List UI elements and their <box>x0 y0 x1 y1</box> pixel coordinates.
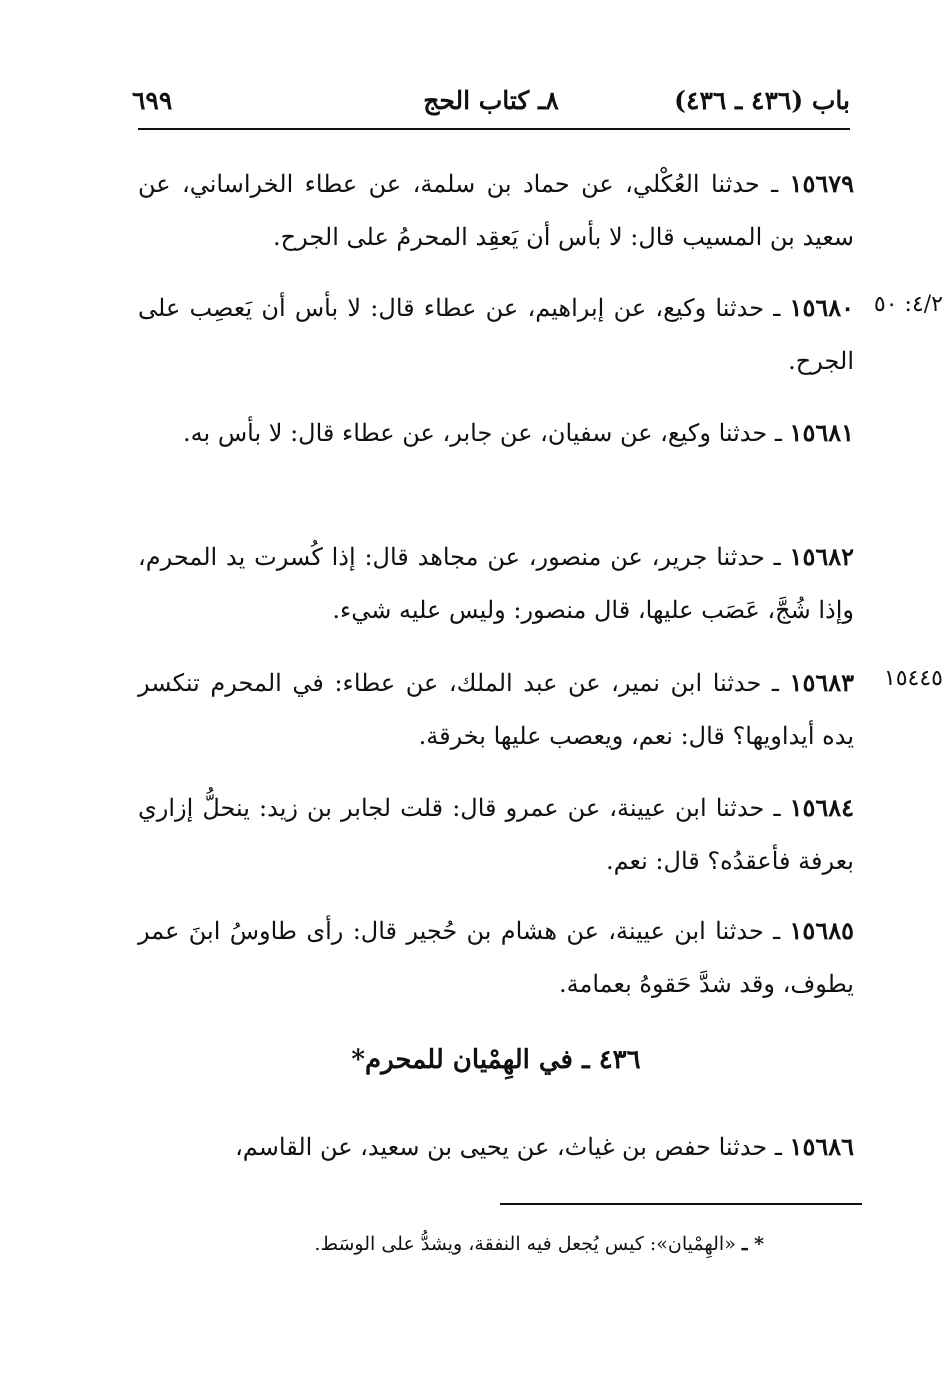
hadith-number: ١٥٦٨١ <box>789 418 854 447</box>
hadith-entry <box>138 157 854 264</box>
hadith-entry <box>138 781 854 888</box>
footnote-divider <box>500 1203 862 1205</box>
hadith-text: ـ حدثنا ابن عيينة، عن هشام بن حُجير قال: رأى طاوسُ ابنَ عمر يطوف، وقد شدَّ حَقوهُ بعمامة. <box>138 917 854 998</box>
hadith-text: ـ حدثنا ابن نمير، عن عبد الملك، عن عطاء: في المحرم تنكسر يده أيداويها؟ قال: نعم، ويعصب عليها بخرقة. <box>138 669 854 750</box>
hadith-entry <box>138 530 854 637</box>
hadith-number: ١٥٦٨٤ <box>789 793 855 822</box>
hadith-entry <box>138 281 854 388</box>
hadith-number: ١٥٦٨٠ <box>789 293 854 322</box>
hadith-entry <box>138 1120 854 1174</box>
page-number: ٦٩٩ <box>132 86 173 115</box>
hadith-text: ـ حدثنا حفص بن غياث، عن يحيى بن سعيد، عن القاسم، <box>235 1133 782 1161</box>
page-header <box>132 86 850 124</box>
hadith-text: ـ حدثنا وكيع، عن سفيان، عن جابر، عن عطاء قال: لا بأس به. <box>183 419 782 447</box>
chapter-heading: باب (٤٣٦ ـ ٤٣٦) <box>674 86 850 115</box>
footnote-marker: * ـ <box>741 1233 764 1255</box>
hadith-text: ـ حدثنا وكيع، عن إبراهيم، عن عطاء قال: لا بأس أن يَعصِب على الجرح. <box>138 294 854 375</box>
hadith-entry <box>138 656 854 763</box>
hadith-text: ـ حدثنا العُكْلي، عن حماد بن سلمة، عن عطاء الخراساني، عن سعيد بن المسيب قال: لا بأس أن يَعقِد المحرمُ على الجرح. <box>138 170 854 251</box>
hadith-text: ـ حدثنا ابن عيينة، عن عمرو قال: قلت لجابر بن زيد: ينحلُّ إزاري بعرفة فأعقدُه؟ قال: نعم. <box>138 794 854 875</box>
margin-reference: ١٥٤٤٥ <box>883 666 943 691</box>
header-divider <box>138 128 850 130</box>
margin-reference: ٤/٢: ٥٠ <box>873 292 943 317</box>
hadith-number: ١٥٦٨٣ <box>789 668 854 697</box>
footnote <box>138 1233 764 1255</box>
hadith-number: ١٥٦٨٦ <box>789 1132 854 1161</box>
hadith-number: ١٥٦٨٥ <box>789 916 854 945</box>
section-heading: ٤٣٦ ـ في الهِمْيان للمحرم* <box>351 1045 641 1075</box>
hadith-text: ـ حدثنا جرير، عن منصور، عن مجاهد قال: إذا كُسرت يد المحرم، وإذا شُجَّ، عَصَب عليها، قال منصور: وليس عليه شيء. <box>138 543 854 624</box>
footnote-text: «الهِمْيان»: كيس يُجعل فيه النفقة، ويشدُّ على الوسَط. <box>314 1233 736 1255</box>
hadith-number: ١٥٦٨٢ <box>789 542 854 571</box>
hadith-entry <box>138 904 854 1011</box>
book-title: ٨ـ كتاب الحج <box>423 86 559 115</box>
hadith-entry <box>138 406 854 460</box>
hadith-number: ١٥٦٧٩ <box>789 169 854 198</box>
